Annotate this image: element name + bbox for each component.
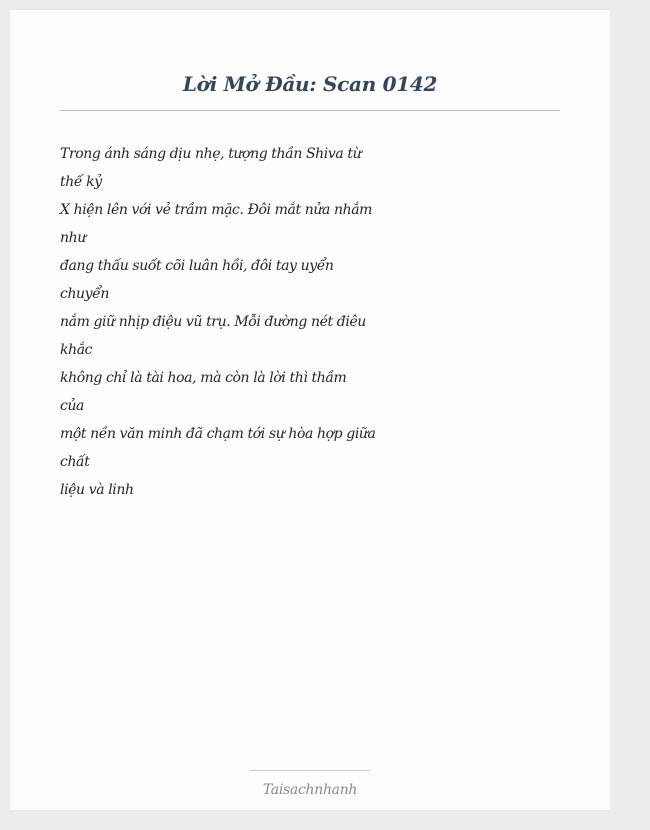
page-title: Lời Mở Đầu: Scan 0142 xyxy=(182,72,438,96)
text-line: chất xyxy=(60,454,90,470)
text-line: Trong ánh sáng dịu nhẹ, tượng thần Shiva từ xyxy=(60,146,362,162)
text-line: không chỉ là tài hoa, mà còn là lời thì thầm xyxy=(60,370,347,386)
document-page xyxy=(10,10,610,810)
footer-source: Taisachnhanh xyxy=(262,782,358,798)
text-line: của xyxy=(60,398,85,414)
text-line: như xyxy=(60,230,86,246)
footer-divider xyxy=(250,770,370,771)
text-line: X hiện lên với vẻ trầm mặc. Đôi mắt nửa nhắm xyxy=(60,202,373,218)
text-line: thế kỷ xyxy=(60,174,102,190)
text-line: chuyển xyxy=(60,286,110,302)
title-divider xyxy=(60,110,560,111)
text-line: liệu và linh xyxy=(60,482,134,498)
text-line: khắc xyxy=(60,342,93,358)
text-line: đang thấu suốt cõi luân hồi, đôi tay uyển xyxy=(60,258,334,274)
body-text xyxy=(60,140,380,504)
text-line: một nền văn minh đã chạm tới sự hòa hợp giữa xyxy=(60,426,376,442)
text-line: nắm giữ nhịp điệu vũ trụ. Mỗi đường nét điêu xyxy=(60,314,366,330)
